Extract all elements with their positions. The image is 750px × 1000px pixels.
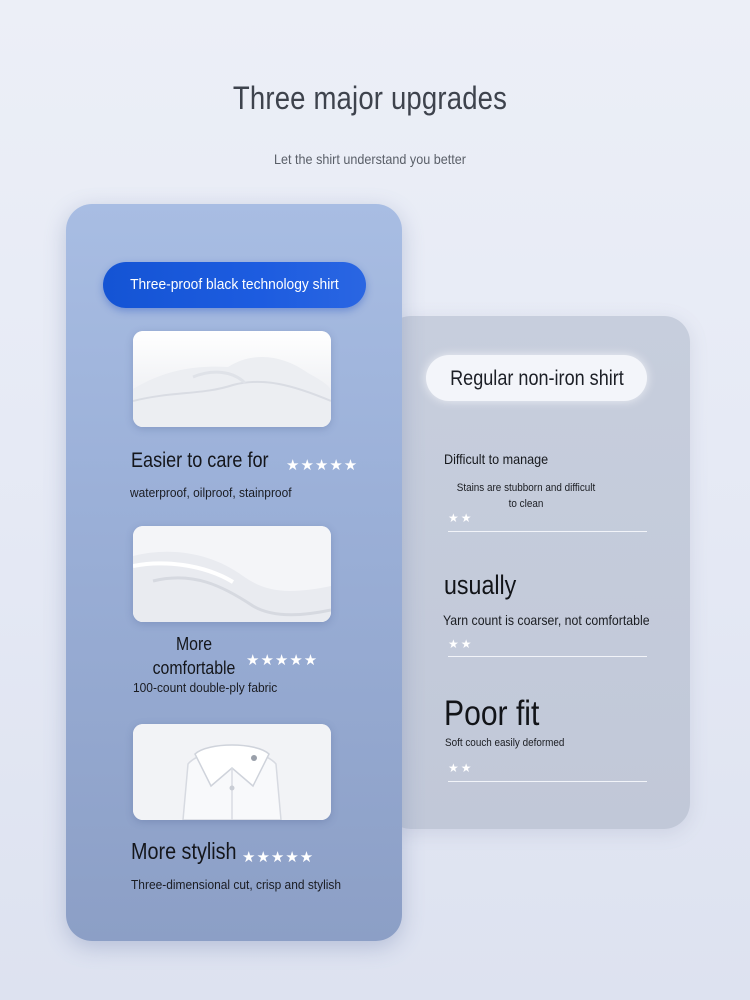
rating-stars-usually: ★★ <box>448 637 474 651</box>
item-title-manage: Difficult to manage <box>444 451 549 467</box>
page-subtitle: Let the shirt understand you better <box>274 151 466 167</box>
item-title-fit: Poor fit <box>444 694 540 733</box>
white-fabric-drape-photo <box>133 331 331 427</box>
tech-shirt-label-text: Three-proof black technology shirt <box>130 276 339 293</box>
rating-stars-manage: ★★ <box>448 511 474 525</box>
rating-stars-fit: ★★ <box>448 761 474 775</box>
rating-stars-care: ★★★★★ <box>286 457 359 474</box>
feature-title-stylish: More stylish <box>131 838 237 864</box>
item-desc-usually: Yarn count is coarser, not comfortable <box>443 612 650 628</box>
divider <box>448 531 647 532</box>
feature-desc-care: waterproof, oilproof, stainproof <box>130 485 292 500</box>
regular-shirt-label-text: Regular non-iron shirt <box>449 367 624 390</box>
page-title: Three major upgrades <box>232 80 508 116</box>
white-shirt-collar-photo <box>133 724 331 820</box>
fabric-fold-image <box>133 526 331 622</box>
item-title-usually: usually <box>444 570 517 600</box>
feature-title-care: Easier to care for <box>131 449 269 472</box>
feature-desc-stylish: Three-dimensional cut, crisp and stylish <box>131 877 342 892</box>
fabric-drape-image <box>133 331 331 427</box>
divider <box>448 656 647 657</box>
tech-shirt-label <box>103 262 366 308</box>
rating-stars-stylish: ★★★★★ <box>242 849 315 866</box>
item-desc-manage: Stains are stubborn and difficult to clean <box>456 482 596 510</box>
item-desc-fit: Soft couch easily deformed <box>445 737 565 749</box>
regular-shirt-label <box>426 355 647 401</box>
feature-desc-comfort: 100-count double-ply fabric <box>133 680 278 695</box>
white-fabric-fold-photo <box>133 526 331 622</box>
shirt-collar-image <box>133 724 331 820</box>
rating-stars-comfort: ★★★★★ <box>246 652 319 669</box>
divider <box>448 781 647 782</box>
feature-title-comfort: More comfortable <box>152 634 236 678</box>
